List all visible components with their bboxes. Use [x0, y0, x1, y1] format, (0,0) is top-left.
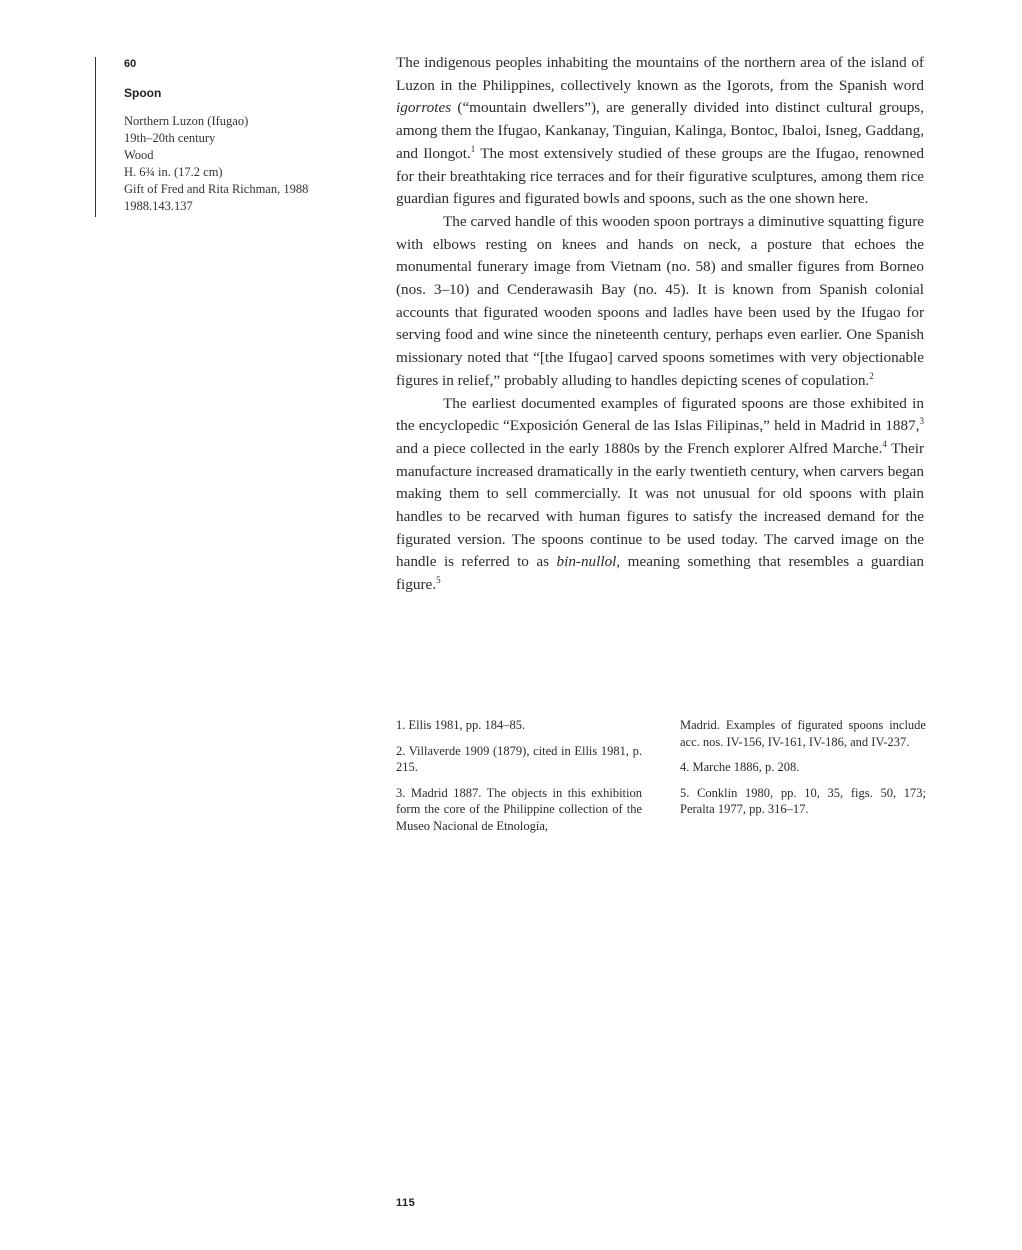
object-metadata [124, 113, 345, 215]
catalog-number: 60 [124, 58, 137, 70]
footnote-ref-5[interactable]: 5 [436, 575, 441, 586]
object-region: Northern Luzon (Ifugao) [124, 114, 249, 128]
footnotes [396, 717, 926, 843]
footnote-4: 4. Marche 1886, p. 208. [680, 760, 800, 774]
footnote-3: 3. Madrid 1887. The objects in this exhibition form the core of the Philippine collection of the Museo Nacional de Etnología, [396, 785, 642, 833]
footnote-ref-3[interactable]: 3 [919, 416, 924, 427]
catalog-entry-sidebar [95, 57, 345, 217]
essay-paragraph-2: The carved handle of this wooden spoon portrays a diminutive squatting figure with elbows resting on knees and hands on neck, a posture that echoes the monumental funerary image from Vietnam (no. 58) and smaller figures from Borneo (nos. 3–10) and Cenderawasih Bay (no. 45). It is known from Spanish colonial accounts that figurated wooden spoons and ladles have been used by the Ifugao for serving food and wine since the nineteenth century, perhaps even earlier. One Spanish missionary noted that “[the Ifugao] carved spoons sometimes with very objectionable figures in relief,” probably alluding to handles depicting scenes of copulation.$^2$ [396, 212, 924, 389]
object-accession-number: 1988.143.137 [124, 199, 193, 213]
object-dimensions: H. 6¾ in. (17.2 cm) [124, 165, 223, 179]
footnotes-column-left [396, 717, 642, 843]
footnote-1: 1. Ellis 1981, pp. 184–85. [396, 718, 526, 732]
object-title: Spoon [124, 86, 162, 100]
object-credit-line: Gift of Fred and Rita Richman, 1988 [124, 182, 309, 196]
footnote-5: 5. Conklin 1980, pp. 10, 35, figs. 50, 173; Peralta 1977, pp. 316–17. [680, 785, 926, 816]
footnotes-column-right [680, 717, 926, 843]
footnote-ref-4[interactable]: 4 [882, 438, 887, 449]
footnote-ref-2[interactable]: 2 [869, 370, 874, 381]
footnote-2: 2. Villaverde 1909 (1879), cited in Ellis 1981, p. 215. [396, 743, 642, 774]
page-number: 115 [396, 1197, 416, 1209]
essay-paragraph-1: The indigenous peoples inhabiting the mountains of the northern area of the island of Luzon in the Philippines, collectively known as the Igorots, from the Spanish word igorrotes (“mountain dwellers”), are generally divided into distinct cultural groups, among them the Ifugao, Kankanay, Tinguian, Kalinga, Bontoc, Ibaloi, Isneg, Gaddang, and Ilongot.$^1$ The most extensively studied of these groups are the Ifugao, renowned for their breathtaking rice terraces and for their figurative sculptures, among them rice guardian figures and figurated bowls and spoons, such as the one shown here. [396, 54, 924, 208]
object-date: 19th–20th century [124, 131, 216, 145]
footnote-3-continued: Madrid. Examples of figurated spoons include acc. nos. IV-156, IV-161, IV-186, and IV-237. [680, 718, 926, 749]
essay-body [396, 52, 924, 597]
footnote-ref-1[interactable]: 1 [470, 143, 476, 154]
essay-paragraph-3: The earliest documented examples of figurated spoons are those exhibited in the encyclopedic “Exposición General de las Islas Filipinas,” held in Madrid in 1887,$^3$ and a piece collected in the early 1880s by the French explorer Alfred Marche.$^4$ Their manufacture increased dramatically in the early twentieth century, when carvers began making them to sell commercially. It was not unusual for old spoons with plain handles to be recarved with human figures to satisfy the increased demand for the figurated version. The spoons continue to be used today. The carved image on the handle is referred to as bin-nullol, meaning something that resembles a guardian figure.$^5$ [396, 394, 925, 594]
object-medium: Wood [124, 148, 154, 162]
